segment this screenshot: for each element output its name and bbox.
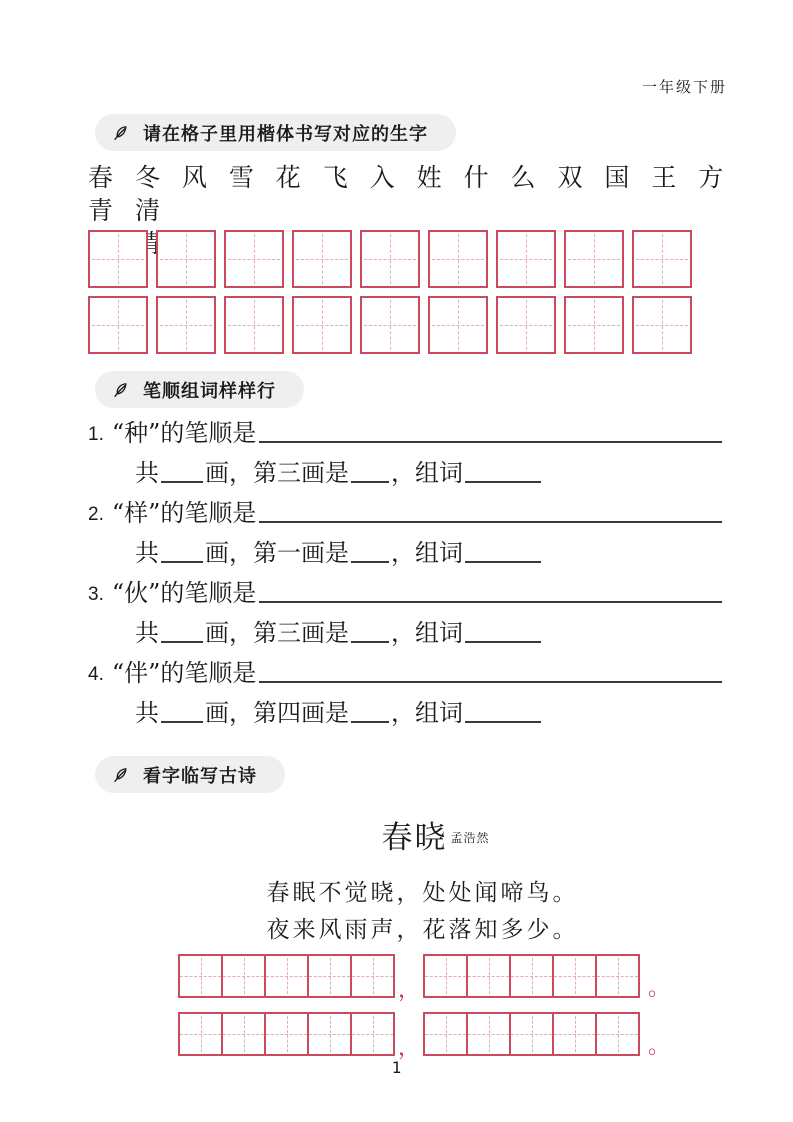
writing-cell xyxy=(224,296,284,354)
poem-writing-cell xyxy=(511,1014,554,1054)
question-part: 共 xyxy=(135,539,159,567)
question-part: ，组词 xyxy=(391,539,463,567)
question-number: 3. xyxy=(88,584,104,605)
poem-author: 孟浩然 xyxy=(450,831,490,845)
comma-mark: ， xyxy=(397,978,420,1003)
poem-copy-row-2 xyxy=(178,1012,671,1061)
writing-cell xyxy=(428,230,488,288)
writing-cell xyxy=(496,296,556,354)
writing-cell xyxy=(564,230,624,288)
quill-leaf-icon xyxy=(111,122,132,143)
poem-writing-cell xyxy=(352,956,393,996)
section-header-stroke-order xyxy=(95,371,304,408)
question-part: 画，第三画是 xyxy=(205,619,349,647)
question-2 xyxy=(88,497,722,568)
question-stem: “样”的笔顺是 xyxy=(111,499,257,527)
section-header-copy-poem xyxy=(95,756,285,793)
writing-cell xyxy=(292,230,352,288)
writing-cell xyxy=(292,296,352,354)
question-number: 2. xyxy=(88,504,104,525)
poem-title-text: 春晓 xyxy=(381,820,448,856)
question-3 xyxy=(88,577,722,648)
page-number: 1 xyxy=(391,1058,402,1077)
poem-writing-cell xyxy=(180,1014,223,1054)
poem-writing-cell xyxy=(597,1014,638,1054)
section-title: 笔顺组词样样行 xyxy=(143,380,276,401)
question-part: 共 xyxy=(135,459,159,487)
writing-cell xyxy=(496,230,556,288)
answer-blank xyxy=(351,721,389,723)
answer-blank xyxy=(161,561,203,563)
poem-writing-cell xyxy=(425,1014,468,1054)
writing-cell xyxy=(564,296,624,354)
writing-cell xyxy=(360,230,420,288)
writing-cell xyxy=(632,296,692,354)
writing-cell xyxy=(156,296,216,354)
poem-writing-cell xyxy=(223,1014,266,1054)
poem-cell-group xyxy=(423,1012,640,1056)
poem-writing-cell xyxy=(266,956,309,996)
answer-blank xyxy=(161,721,203,723)
poem-title xyxy=(39,812,793,857)
poem-line-1: 春眠不觉晓，处处闻啼鸟。 xyxy=(266,880,579,906)
answer-line xyxy=(259,441,722,443)
quill-leaf-icon xyxy=(111,379,132,400)
writing-cell xyxy=(156,230,216,288)
question-part: 共 xyxy=(135,699,159,727)
answer-blank xyxy=(465,481,541,483)
writing-cell xyxy=(360,296,420,354)
poem-writing-cell xyxy=(309,956,352,996)
poem-writing-cell xyxy=(266,1014,309,1054)
period-mark: 。 xyxy=(648,1034,671,1059)
character-list-line2: 晴 xyxy=(134,229,167,258)
section-header-write-characters xyxy=(95,114,456,151)
question-part: ，组词 xyxy=(391,699,463,727)
book-label: 一年级下册 xyxy=(641,78,727,96)
writing-cell xyxy=(88,230,148,288)
poem-copy-row-1 xyxy=(178,954,671,1003)
comma-mark: ， xyxy=(397,1036,420,1061)
period-mark: 。 xyxy=(648,976,671,1001)
writing-cell xyxy=(88,296,148,354)
question-number: 4. xyxy=(88,664,104,685)
character-list-line1: 春 冬 风 雪 花 飞 入 姓 什 么 双 国 王 方 青 清 xyxy=(88,163,731,225)
answer-blank xyxy=(351,481,389,483)
question-part: 画，第一画是 xyxy=(205,539,349,567)
poem-writing-cell xyxy=(309,1014,352,1054)
writing-cell xyxy=(428,296,488,354)
poem-writing-cell xyxy=(468,1014,511,1054)
poem-writing-cell xyxy=(554,1014,597,1054)
section-title: 请在格子里用楷体书写对应的生字 xyxy=(143,123,428,144)
writing-cell xyxy=(224,230,284,288)
poem-writing-cell xyxy=(180,956,223,996)
answer-line xyxy=(259,601,722,603)
answer-blank xyxy=(351,561,389,563)
question-stem: “种”的笔顺是 xyxy=(111,419,257,447)
question-number: 1. xyxy=(88,424,104,445)
poem-cell-group xyxy=(178,1012,395,1056)
writing-cell xyxy=(632,230,692,288)
poem-writing-cell xyxy=(425,956,468,996)
quill-leaf-icon xyxy=(111,764,132,785)
writing-grid xyxy=(88,230,692,354)
answer-blank xyxy=(465,721,541,723)
answer-blank xyxy=(161,481,203,483)
poem-writing-cell xyxy=(511,956,554,996)
question-1 xyxy=(88,417,722,488)
answer-line xyxy=(259,521,722,523)
question-part: 画，第三画是 xyxy=(205,459,349,487)
answer-blank xyxy=(465,561,541,563)
question-part: ，组词 xyxy=(391,619,463,647)
section-title: 看字临写古诗 xyxy=(143,765,257,786)
poem-writing-cell xyxy=(223,956,266,996)
question-part: 共 xyxy=(135,619,159,647)
poem-writing-cell xyxy=(597,956,638,996)
poem-writing-cell xyxy=(352,1014,393,1054)
answer-blank xyxy=(161,641,203,643)
stroke-order-questions xyxy=(88,417,722,737)
question-part: ，组词 xyxy=(391,459,463,487)
answer-line xyxy=(259,681,722,683)
poem-line-2: 夜来风雨声，花落知多少。 xyxy=(266,917,579,943)
poem-cell-group xyxy=(178,954,395,998)
answer-blank xyxy=(351,641,389,643)
poem-writing-cell xyxy=(468,956,511,996)
question-part: 画，第四画是 xyxy=(205,699,349,727)
question-4 xyxy=(88,657,722,728)
answer-blank xyxy=(465,641,541,643)
poem-writing-cell xyxy=(554,956,597,996)
question-stem: “伴”的笔顺是 xyxy=(111,659,257,687)
question-stem: “伙”的笔顺是 xyxy=(111,579,257,607)
poem-cell-group xyxy=(423,954,640,998)
